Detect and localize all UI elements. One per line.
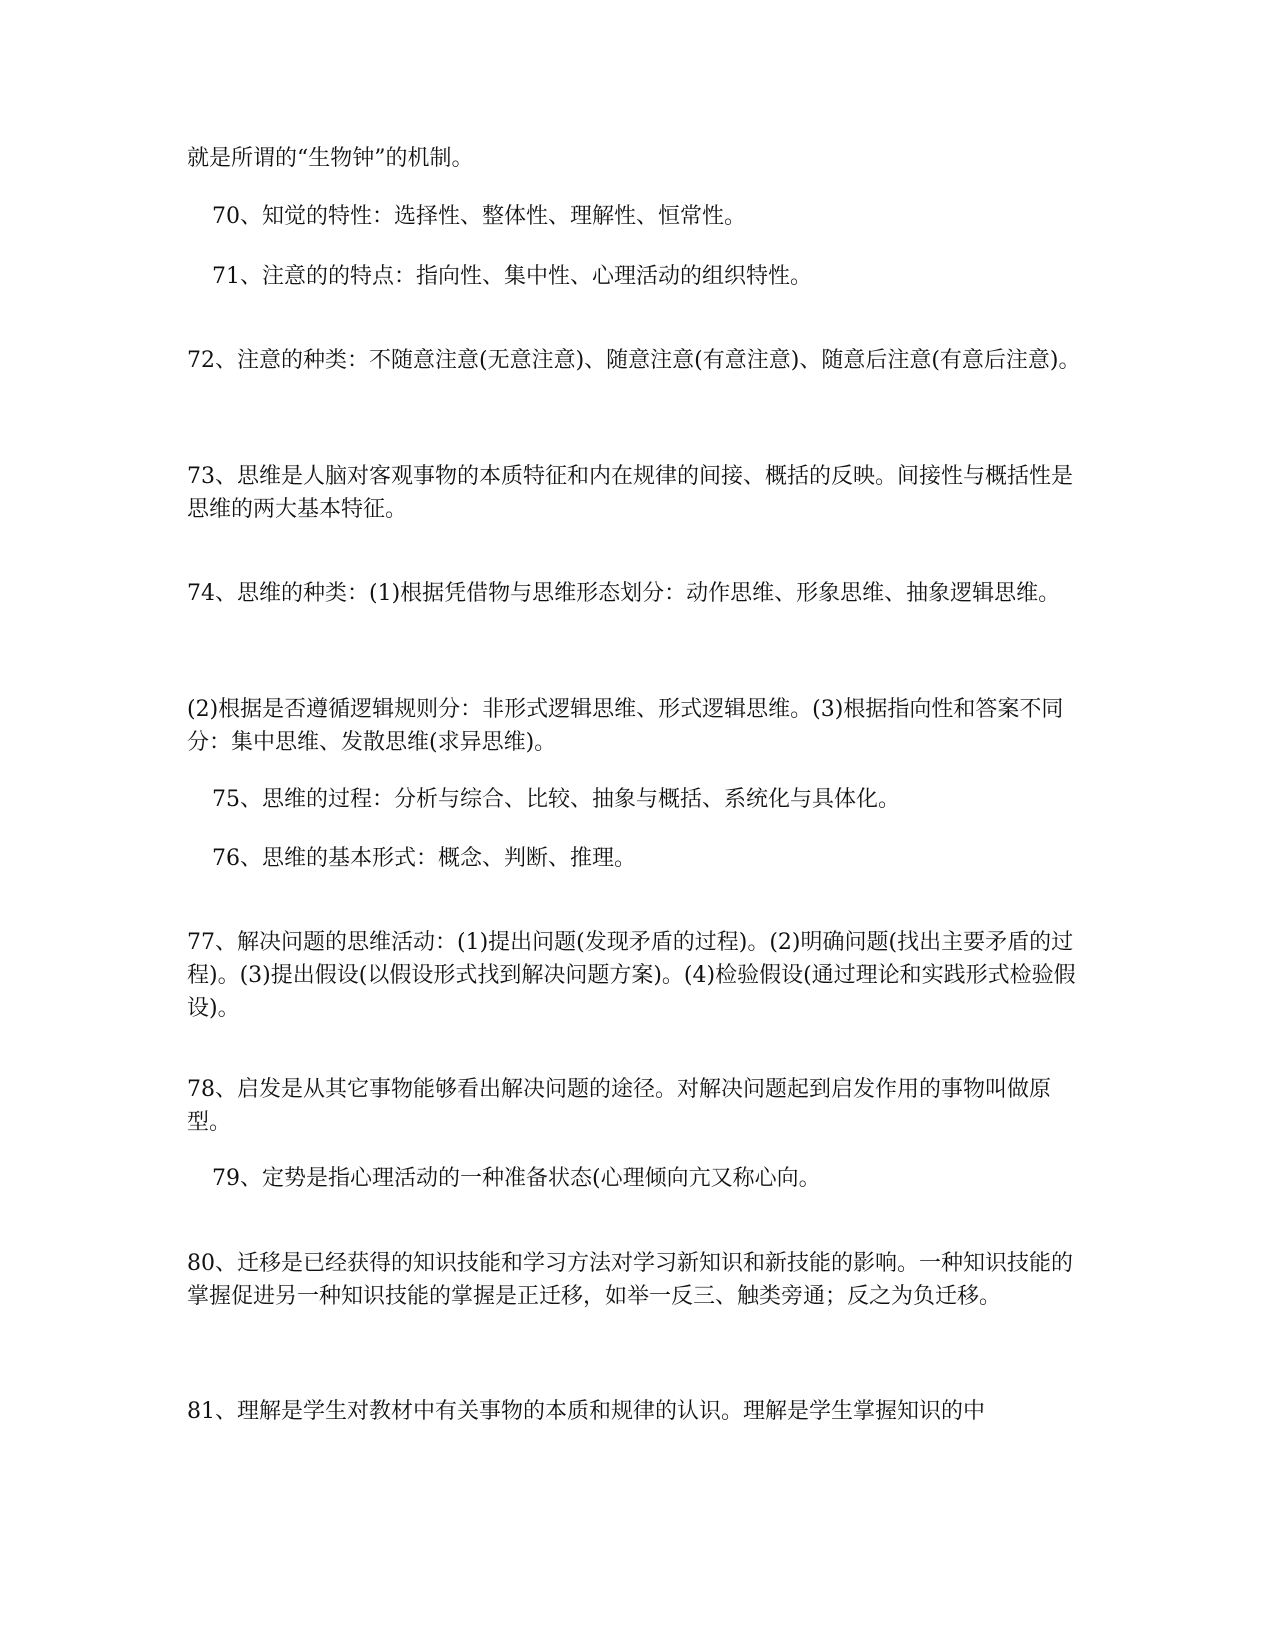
paragraph-79: 79、定势是指心理活动的一种准备状态(心理倾向亢又称心向。 [212,1166,821,1191]
paragraph-78: 78、启发是从其它事物能够看出解决问题的途径。对解决问题起到启发作用的事物叫做原型。 [187,1077,1051,1135]
paragraph-77: 77、解决问题的思维活动：(1)提出问题(发现矛盾的过程)。(2)明确问题(找出主要矛盾的过程)。(3)提出假设(以假设形式找到解决问题方案)。(4)检验假设(通过理论和实践形式检验假设)。 [187,930,1076,1021]
paragraph-74-continued: (2)根据是否遵循逻辑规则分：非形式逻辑思维、形式逻辑思维。(3)根据指向性和答案不同分：集中思维、发散思维(求异思维)。 [187,697,1064,755]
paragraph-71: 71、注意的的特点：指向性、集中性、心理活动的组织特性。 [212,264,812,289]
paragraph-69-continuation: 就是所谓的“生物钟”的机制。 [187,146,474,171]
paragraph-73: 73、思维是人脑对客观事物的本质特征和内在规律的间接、概括的反映。间接性与概括性是思维的两大基本特征。 [187,464,1073,522]
paragraph-80: 80、迁移是已经获得的知识技能和学习方法对学习新知识和新技能的影响。一种知识技能的掌握促进另一种知识技能的掌握是正迁移，如举一反三、触类旁通；反之为负迁移。 [187,1251,1073,1309]
paragraph-74: 74、思维的种类：(1)根据凭借物与思维形态划分：动作思维、形象思维、抽象逻辑思维。 [187,581,1061,606]
paragraph-81: 81、理解是学生对教材中有关事物的本质和规律的认识。理解是学生掌握知识的中 [187,1399,985,1424]
paragraph-72: 72、注意的种类：不随意注意(无意注意)、随意注意(有意注意)、随意后注意(有意后注意)。 [187,348,1081,373]
paragraph-75: 75、思维的过程：分析与综合、比较、抽象与概括、系统化与具体化。 [212,787,900,812]
paragraph-70: 70、知觉的特性：选择性、整体性、理解性、恒常性。 [212,204,746,229]
paragraph-76: 76、思维的基本形式：概念、判断、推理。 [212,846,636,871]
